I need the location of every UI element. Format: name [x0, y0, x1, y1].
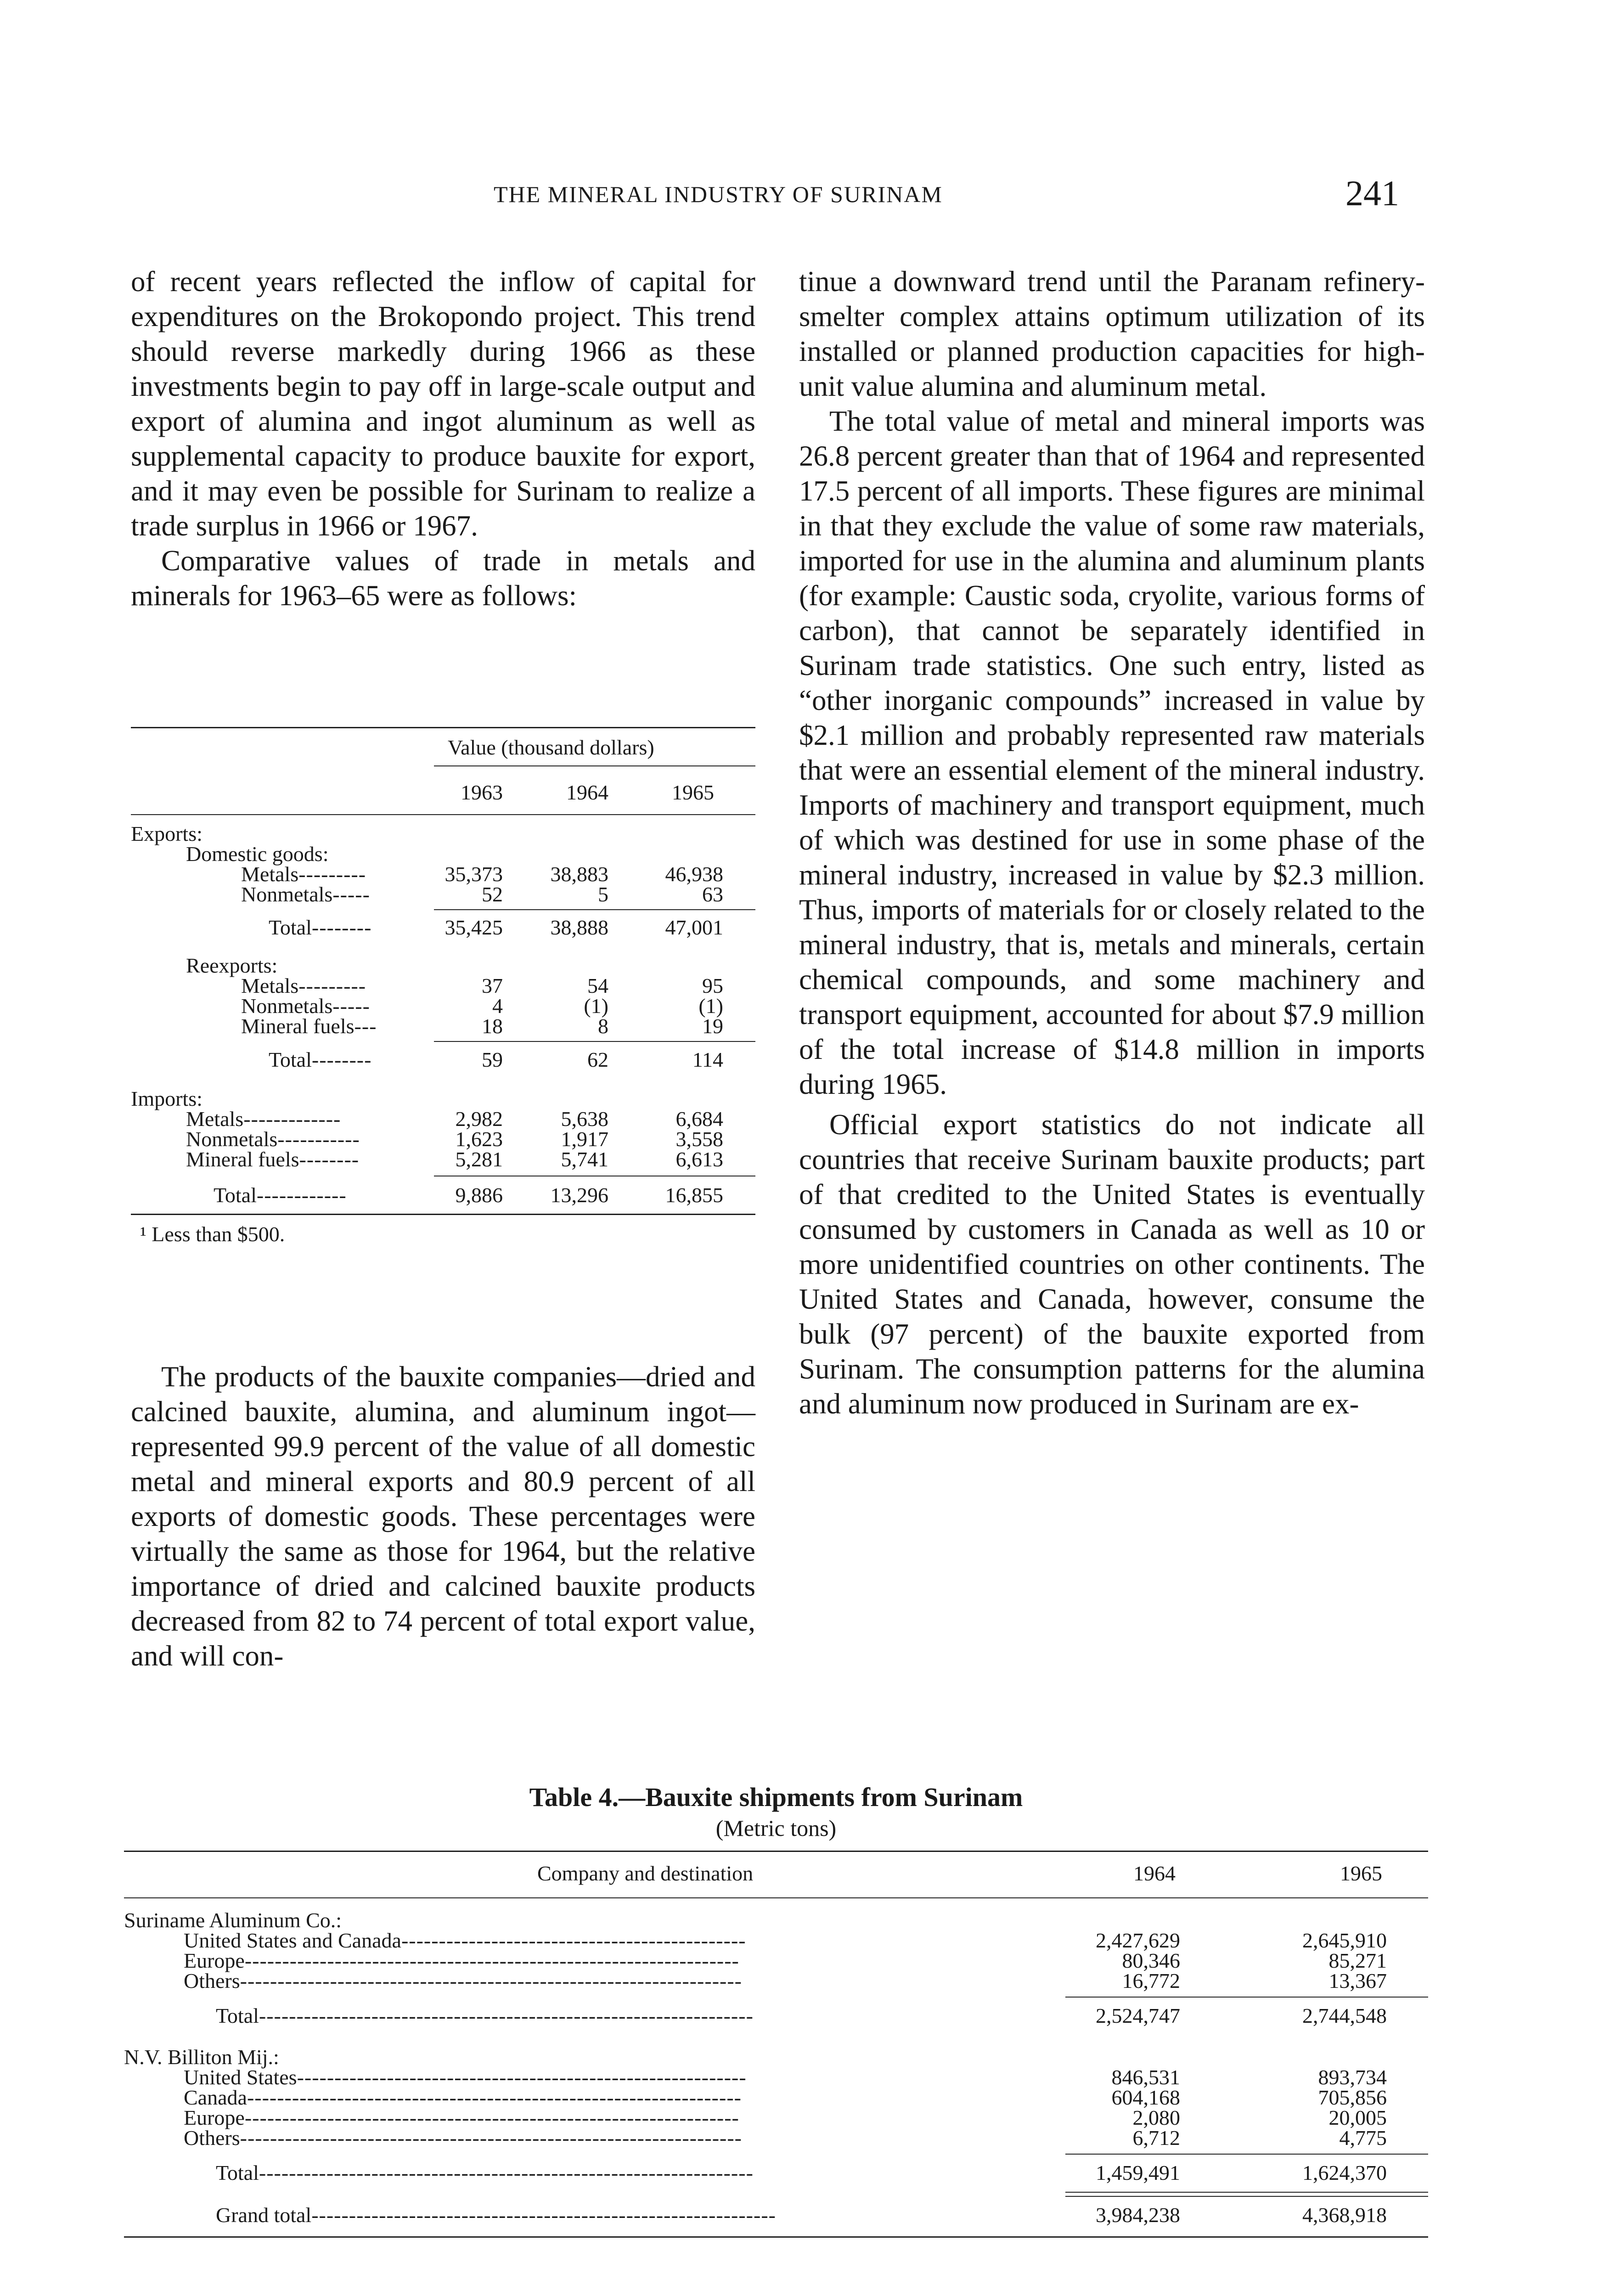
table-footnote: ¹ Less than $500.	[140, 1222, 285, 1246]
table-cell: 6,684	[675, 1107, 723, 1131]
table-row-label: Mineral fuels---	[241, 1014, 377, 1038]
table-row-label: Europe------------------------------------------------------------------	[184, 1949, 739, 1972]
table-cell: 604,168	[1111, 2086, 1180, 2109]
table-cell: 19	[702, 1014, 723, 1038]
year-header: 1965	[672, 781, 714, 804]
table-cell: 5,638	[561, 1107, 608, 1131]
table-cell: 3,558	[675, 1127, 723, 1151]
table-cell: 1,459,491	[1096, 2161, 1180, 2184]
exports-label: Exports:	[131, 822, 203, 845]
table-cell: 52	[482, 883, 503, 906]
left-column	[131, 264, 755, 613]
table-cell: 5	[598, 883, 608, 906]
table-cell: 37	[482, 974, 503, 997]
table-subtitle: (Metric tons)	[715, 1815, 837, 1841]
right-column	[799, 264, 1425, 1421]
page-number: 241	[1345, 173, 1399, 213]
grand-total-label: Grand total--------------------------------------------------------------	[216, 2203, 776, 2227]
table-cell: 2,524,747	[1096, 2004, 1180, 2027]
table-cell: 35,373	[445, 862, 503, 886]
table-cell: 2,645,910	[1302, 1929, 1387, 1952]
right-paragraph-2: The total value of metal and mineral imports was 26.8 percent greater than that of 1964 and represented 17.5 percent of all imports. These figures are minimal in that they exclude the value of some raw materials, imported for use in the alumina and aluminum plants (for example: Caustic soda, cryolite, various forms of carbon), that cannot be separately identified in Surinam trade statistics. One such entry, listed as “other inorganic compounds” increased in value by $2.1 million and probably represented raw materials that were an essential element of the mineral industry. Imports of machinery and transport equipment, much of which was destined for use in some phase of the mineral industry, increased in value by $2.3 million. Thus, imports of materials for or closely related to the mineral industry, that is, metals and minerals, certain chemical compounds, and some machinery and transport equipment, accounted for about $7.9 million of the total increase of $14.8 million in imports during 1965.	[799, 405, 1425, 1100]
year-header: 1963	[461, 781, 503, 804]
table-row-label: Others-------------------------------------------------------------------	[184, 1969, 742, 1992]
company-label: Suriname Aluminum Co.:	[124, 1908, 342, 1932]
left-column-lower	[131, 1359, 755, 1673]
table-row-label: Metals---------	[241, 862, 366, 886]
table-header-group: Value (thousand dollars)	[448, 736, 654, 759]
table-cell: 4	[492, 994, 503, 1018]
table-cell: 1,917	[561, 1127, 608, 1151]
table-cell: (1)	[584, 994, 608, 1018]
table-cell: 5,741	[561, 1148, 608, 1171]
column-header-company: Company and destination	[537, 1862, 754, 1885]
table-row-label: Metals---------	[241, 974, 366, 997]
table-cell: 13,367	[1328, 1969, 1387, 1992]
table-cell: 62	[587, 1048, 608, 1071]
left-paragraph-1: of recent years reflected the inflow of capital for expenditures on the Brokopondo project. This trend should reverse markedly during 1966 as these investments begin to pay off in large-scale output and export of alumina and ingot aluminum as well as supplemental capacity to produce bauxite for export, and it may even be possible for Surinam to realize a trade surplus in 1966 or 1967.	[131, 265, 755, 542]
table-row-label: United States------------------------------------------------------------	[184, 2065, 747, 2089]
table-row-label: United States and Canada----------------------------------------------	[184, 1929, 746, 1952]
table-cell: 1,623	[455, 1127, 503, 1151]
table-cell: 2,080	[1132, 2106, 1180, 2129]
table-cell: 5,281	[455, 1148, 503, 1171]
table-cell: 47,001	[665, 916, 723, 939]
table-cell: 54	[587, 974, 608, 997]
right-paragraph-1: tinue a downward trend until the Paranam refinery-smelter complex attains optimum utilization of its installed or planned production capacities for high-unit value alumina and aluminum metal.	[799, 265, 1425, 402]
imports-label: Imports:	[131, 1087, 203, 1110]
table-cell: 6,613	[675, 1148, 723, 1171]
table-cell: 3,984,238	[1096, 2203, 1180, 2227]
right-paragraph-3: Official export statistics do not indicate all countries that receive Surinam bauxite products; part of that credited to the United States is eventually consumed by customers in Canada as well as 10 or more unidentified countries on other continents. The United States and Canada, however, consume the bulk (97 percent) of the bauxite exported from Surinam. The consumption patterns for the alumina and aluminum now produced in Surinam are ex-	[799, 1109, 1425, 1420]
running-title: THE MINERAL INDUSTRY OF SURINAM	[494, 181, 943, 207]
domestic-label: Domestic goods:	[186, 842, 329, 866]
year-header: 1965	[1340, 1862, 1382, 1885]
year-header: 1964	[1133, 1862, 1176, 1885]
company-label: N.V. Billiton Mij.:	[124, 2045, 279, 2069]
table-cell: 846,531	[1111, 2065, 1180, 2089]
table-total-label: Total--------	[269, 916, 372, 939]
table-row-label: Europe------------------------------------------------------------------	[184, 2106, 739, 2129]
table-cell: 59	[482, 1048, 503, 1071]
left-paragraph-2: Comparative values of trade in metals and minerals for 1963–65 were as follows:	[131, 545, 755, 612]
table-cell: 4,775	[1339, 2126, 1387, 2150]
table-cell: (1)	[698, 994, 723, 1018]
table-total-label: Total------------------------------------------------------------------	[216, 2161, 754, 2184]
table-cell: 95	[702, 974, 723, 997]
table-total-label: Total------------------------------------------------------------------	[216, 2004, 754, 2027]
table-cell: 2,982	[455, 1107, 503, 1131]
table-cell: 114	[692, 1048, 723, 1071]
table-cell: 38,883	[550, 862, 608, 886]
table-cell: 893,734	[1318, 2065, 1387, 2089]
table-cell: 16,772	[1122, 1969, 1180, 1992]
table-cell: 46,938	[665, 862, 723, 886]
table-total-label: Total--------	[269, 1048, 372, 1071]
table-cell: 63	[702, 883, 723, 906]
table-cell: 6,712	[1132, 2126, 1180, 2150]
table-row-label: Others-------------------------------------------------------------------	[184, 2126, 742, 2150]
table-total-label: Total------------	[214, 1183, 347, 1207]
table-row-label: Mineral fuels--------	[186, 1148, 360, 1171]
table-cell: 13,296	[550, 1183, 608, 1207]
table-cell: 705,856	[1318, 2086, 1387, 2109]
table-cell: 35,425	[445, 916, 503, 939]
table-cell: 16,855	[665, 1183, 723, 1207]
table-row-label: Metals-------------	[186, 1107, 341, 1131]
table-row-label: Nonmetals-----------	[186, 1127, 360, 1151]
reexports-label: Reexports:	[186, 954, 278, 977]
table-row-label: Canada------------------------------------------------------------------	[184, 2086, 742, 2109]
table-cell: 80,346	[1122, 1949, 1180, 1972]
table-row-label: Nonmetals-----	[241, 883, 370, 906]
left-paragraph-3: The products of the bauxite companies—dried and calcined bauxite, alumina, and aluminum ingot—represented 99.9 percent of the value of all domestic metal and mineral exports and 80.9 percent of all exports of domestic goods. These percentages were virtually the same as those for 1964, but the relative importance of dried and calcined bauxite products decreased from 82 to 74 percent of total export value, and will con-	[131, 1361, 755, 1672]
table-cell: 18	[482, 1014, 503, 1038]
year-header: 1964	[566, 781, 608, 804]
table-row-label: Nonmetals-----	[241, 994, 370, 1018]
running-header	[0, 175, 1604, 217]
table-cell: 2,427,629	[1096, 1929, 1180, 1952]
table-cell: 1,624,370	[1302, 2161, 1387, 2184]
table-title: Table 4.—Bauxite shipments from Surinam	[529, 1782, 1023, 1812]
table-cell: 8	[598, 1014, 608, 1038]
table-cell: 9,886	[455, 1183, 503, 1207]
table-cell: 4,368,918	[1302, 2203, 1387, 2227]
table-cell: 38,888	[550, 916, 608, 939]
table-cell: 85,271	[1328, 1949, 1387, 1972]
table-cell: 20,005	[1328, 2106, 1387, 2129]
table-cell: 2,744,548	[1302, 2004, 1387, 2027]
